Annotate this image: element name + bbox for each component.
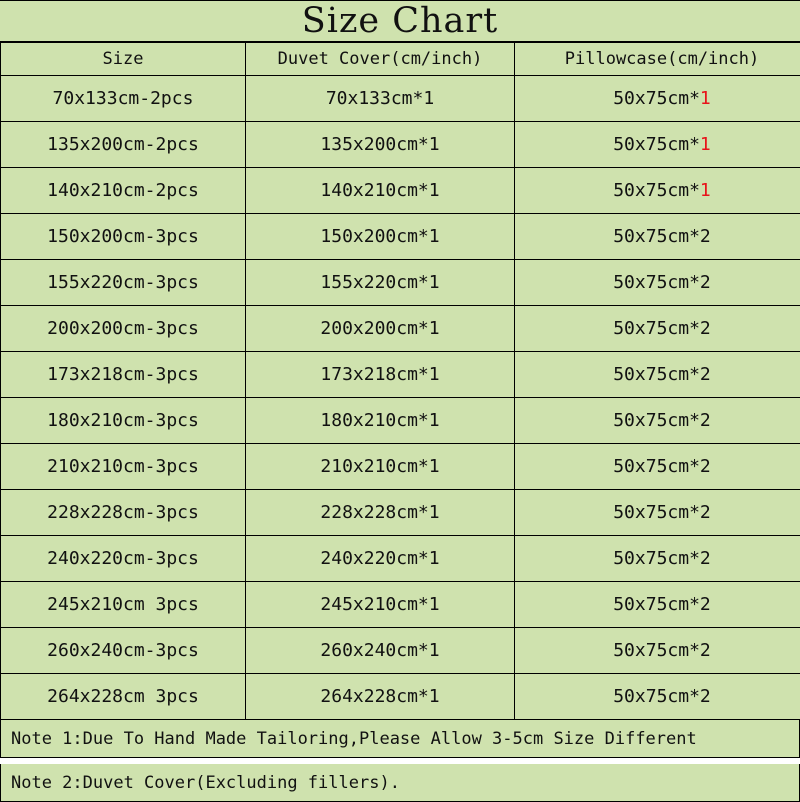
cell-duvet-cover: 180x210cm*1 (246, 398, 515, 444)
size-chart-table (0, 42, 800, 720)
cell-pillowcase (515, 168, 800, 214)
cell-size: 228x228cm-3pcs (1, 490, 246, 536)
cell-pillowcase (515, 214, 800, 260)
pillowcase-quantity: 2 (700, 226, 711, 247)
cell-size: 70x133cm-2pcs (1, 76, 246, 122)
pillowcase-quantity: 2 (700, 318, 711, 339)
table-row (1, 352, 800, 398)
table-row (1, 582, 800, 628)
cell-size: 135x200cm-2pcs (1, 122, 246, 168)
chart-title-bar (0, 0, 800, 42)
note-1: Note 1:Due To Hand Made Tailoring,Please Allow 3-5cm Size Different (0, 720, 800, 758)
pillowcase-quantity: 2 (700, 272, 711, 293)
pillowcase-quantity: 2 (700, 594, 711, 615)
cell-pillowcase (515, 582, 800, 628)
cell-size: 180x210cm-3pcs (1, 398, 246, 444)
cell-duvet-cover: 70x133cm*1 (246, 76, 515, 122)
cell-duvet-cover: 228x228cm*1 (246, 490, 515, 536)
pillowcase-quantity: 2 (700, 686, 711, 707)
pillowcase-size: 50x75cm* (613, 318, 700, 339)
cell-pillowcase (515, 76, 800, 122)
pillowcase-quantity: 1 (700, 134, 711, 155)
cell-duvet-cover: 245x210cm*1 (246, 582, 515, 628)
cell-duvet-cover: 264x228cm*1 (246, 674, 515, 720)
cell-duvet-cover: 200x200cm*1 (246, 306, 515, 352)
table-header (1, 43, 800, 76)
cell-size: 200x200cm-3pcs (1, 306, 246, 352)
column-header-pillowcase: Pillowcase(cm/inch) (515, 43, 800, 76)
cell-size: 260x240cm-3pcs (1, 628, 246, 674)
cell-pillowcase (515, 260, 800, 306)
cell-duvet-cover: 140x210cm*1 (246, 168, 515, 214)
cell-size: 155x220cm-3pcs (1, 260, 246, 306)
pillowcase-quantity: 1 (700, 88, 711, 109)
cell-duvet-cover: 173x218cm*1 (246, 352, 515, 398)
cell-duvet-cover: 135x200cm*1 (246, 122, 515, 168)
cell-duvet-cover: 155x220cm*1 (246, 260, 515, 306)
pillowcase-size: 50x75cm* (613, 272, 700, 293)
cell-size: 173x218cm-3pcs (1, 352, 246, 398)
column-header-size: Size (1, 43, 246, 76)
table-row (1, 168, 800, 214)
pillowcase-size: 50x75cm* (613, 548, 700, 569)
pillowcase-quantity: 2 (700, 502, 711, 523)
table-row (1, 444, 800, 490)
table-row (1, 260, 800, 306)
table-row (1, 122, 800, 168)
pillowcase-size: 50x75cm* (613, 180, 700, 201)
pillowcase-size: 50x75cm* (613, 686, 700, 707)
cell-pillowcase (515, 306, 800, 352)
cell-size: 240x220cm-3pcs (1, 536, 246, 582)
table-body (1, 76, 800, 720)
pillowcase-size: 50x75cm* (613, 502, 700, 523)
cell-size: 264x228cm 3pcs (1, 674, 246, 720)
cell-duvet-cover: 150x200cm*1 (246, 214, 515, 260)
pillowcase-size: 50x75cm* (613, 594, 700, 615)
table-row (1, 306, 800, 352)
cell-size: 140x210cm-2pcs (1, 168, 246, 214)
pillowcase-size: 50x75cm* (613, 364, 700, 385)
table-row (1, 490, 800, 536)
cell-pillowcase (515, 398, 800, 444)
cell-size: 150x200cm-3pcs (1, 214, 246, 260)
pillowcase-quantity: 2 (700, 548, 711, 569)
page-title: Size Chart (302, 1, 498, 41)
cell-duvet-cover: 260x240cm*1 (246, 628, 515, 674)
cell-duvet-cover: 240x220cm*1 (246, 536, 515, 582)
table-row (1, 398, 800, 444)
table-row (1, 628, 800, 674)
table-row (1, 76, 800, 122)
pillowcase-size: 50x75cm* (613, 226, 700, 247)
pillowcase-size: 50x75cm* (613, 88, 700, 109)
table-header-row (1, 43, 800, 76)
table-row (1, 214, 800, 260)
cell-duvet-cover: 210x210cm*1 (246, 444, 515, 490)
cell-size: 210x210cm-3pcs (1, 444, 246, 490)
pillowcase-quantity: 2 (700, 456, 711, 477)
cell-pillowcase (515, 628, 800, 674)
column-header-duvet-cover: Duvet Cover(cm/inch) (246, 43, 515, 76)
note-2: Note 2:Duvet Cover(Excluding fillers). (0, 764, 800, 802)
pillowcase-quantity: 2 (700, 364, 711, 385)
cell-pillowcase (515, 490, 800, 536)
table-row (1, 536, 800, 582)
pillowcase-quantity: 1 (700, 180, 711, 201)
pillowcase-size: 50x75cm* (613, 410, 700, 431)
pillowcase-quantity: 2 (700, 410, 711, 431)
pillowcase-size: 50x75cm* (613, 134, 700, 155)
pillowcase-size: 50x75cm* (613, 456, 700, 477)
table-row (1, 674, 800, 720)
pillowcase-size: 50x75cm* (613, 640, 700, 661)
cell-pillowcase (515, 352, 800, 398)
cell-pillowcase (515, 536, 800, 582)
cell-pillowcase (515, 122, 800, 168)
cell-size: 245x210cm 3pcs (1, 582, 246, 628)
pillowcase-quantity: 2 (700, 640, 711, 661)
cell-pillowcase (515, 444, 800, 490)
cell-pillowcase (515, 674, 800, 720)
notes-section (0, 720, 800, 802)
